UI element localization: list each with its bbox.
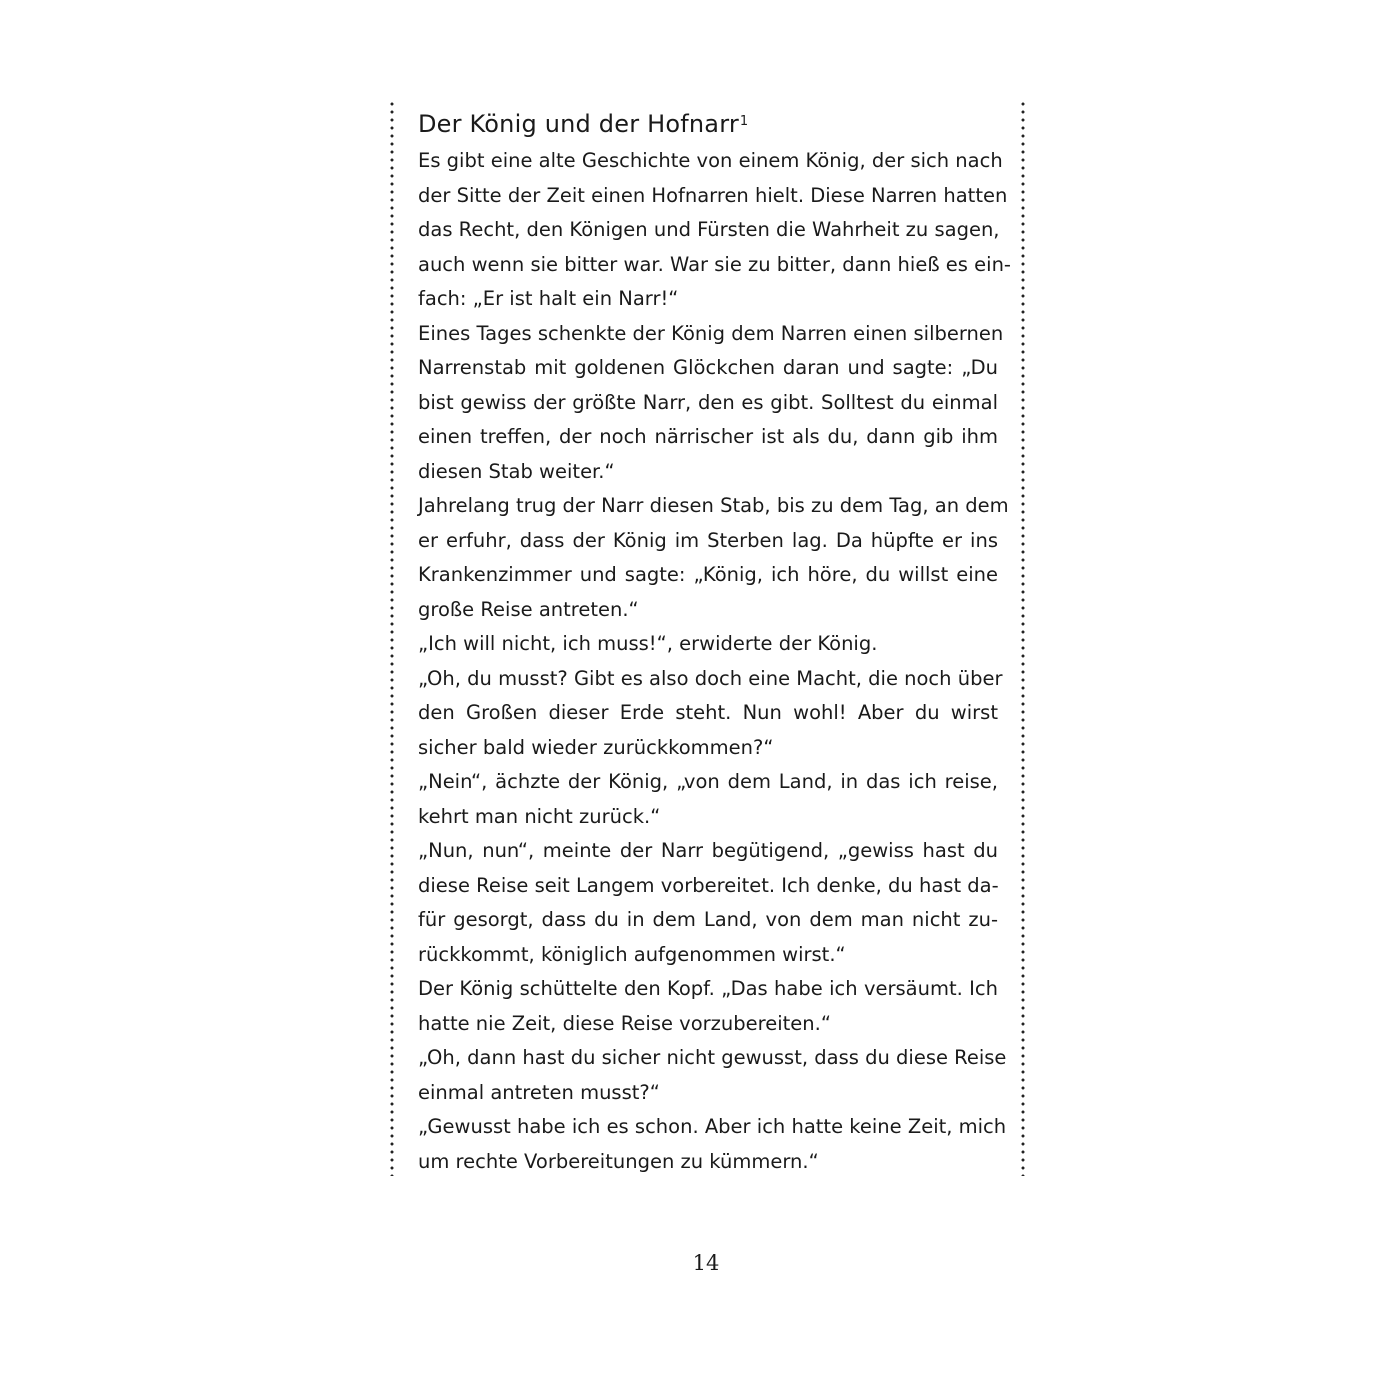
dotted-border-right <box>1021 100 1025 1176</box>
text-line: Es gibt eine alte Geschichte von einem König, der sich nach <box>418 149 1003 172</box>
text-line: „Gewusst habe ich es schon. Aber ich hatte keine Zeit, mich <box>418 1115 1007 1138</box>
text-line: einen treffen, der noch närrischer ist als du, dann gib ihm <box>418 425 998 448</box>
dotted-border-left <box>390 100 394 1176</box>
text-line: diese Reise seit Langem vorbereitet. Ich denke, du hast da- <box>418 873 999 897</box>
footnote-marker: 1 <box>739 114 749 129</box>
story-title <box>418 104 998 144</box>
story-text-block <box>418 104 1011 1179</box>
text-line: diesen Stab weiter.“ <box>418 459 615 483</box>
text-line: den Großen dieser Erde steht. Nun wohl! Aber du wirst <box>418 701 998 724</box>
text-line: Narrenstab mit goldenen Glöckchen daran und sagte: „Du <box>418 356 998 379</box>
text-line: um rechte Vorbereitungen zu kümmern.“ <box>418 1149 819 1173</box>
text-line: „Ich will nicht, ich muss!“, erwiderte der König. <box>418 632 878 655</box>
text-line: auch wenn sie bitter war. War sie zu bitter, dann hieß es ein- <box>418 252 1011 276</box>
text-line: bist gewiss der größte Narr, den es gibt. Solltest du einmal <box>418 390 998 414</box>
text-line: sicher bald wieder zurückkommen?“ <box>418 735 774 759</box>
story-body <box>418 144 1011 1179</box>
text-line: fach: „Er ist halt ein Narr!“ <box>418 287 679 310</box>
text-line: das Recht, den Königen und Fürsten die Wahrheit zu sagen, <box>418 218 1000 241</box>
page-number: 14 <box>692 1251 720 1275</box>
text-line: hatte nie Zeit, diese Reise vorzubereiten.“ <box>418 1011 831 1035</box>
story-title-text: Der König und der Hofnarr <box>418 110 739 138</box>
text-line: „Oh, dann hast du sicher nicht gewusst, dass du diese Reise <box>418 1046 1007 1069</box>
text-line: er erfuhr, dass der König im Sterben lag. Da hüpfte er ins <box>418 528 998 552</box>
text-line: Eines Tages schenkte der König dem Narren einen silbernen <box>418 321 1004 345</box>
text-line: „Oh, du musst? Gibt es also doch eine Macht, die noch über <box>418 666 1003 690</box>
text-line: große Reise antreten.“ <box>418 597 639 621</box>
text-line: kehrt man nicht zurück.“ <box>418 804 661 828</box>
text-line: für gesorgt, dass du in dem Land, von dem man nicht zu- <box>418 908 998 931</box>
text-line: Krankenzimmer und sagte: „König, ich höre, du willst eine <box>418 563 998 586</box>
text-line: einmal antreten musst?“ <box>418 1080 660 1104</box>
text-line: „Nun, nun“, meinte der Narr begütigend, „gewiss hast du <box>418 839 998 862</box>
text-line: rückkommt, königlich aufgenommen wirst.“ <box>418 942 846 966</box>
text-line: Jahrelang trug der Narr diesen Stab, bis zu dem Tag, an dem <box>418 494 1009 517</box>
text-line: „Nein“, ächzte der König, „von dem Land, in das ich reise, <box>418 770 998 793</box>
text-line: der Sitte der Zeit einen Hofnarren hielt. Diese Narren hatten <box>418 183 1008 207</box>
text-line: Der König schüttelte den Kopf. „Das habe ich versäumt. Ich <box>418 977 998 1000</box>
